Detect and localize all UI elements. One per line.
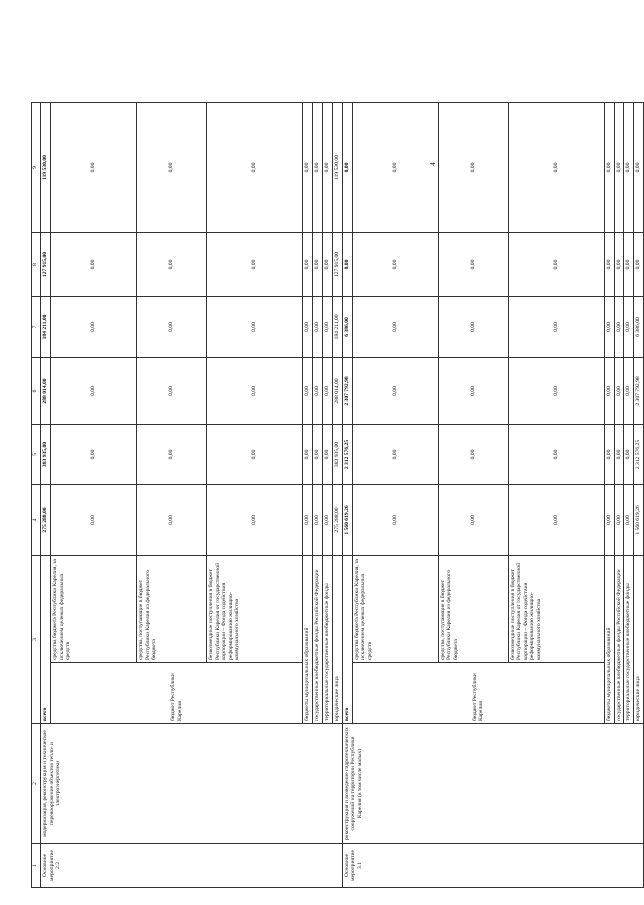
value-cell: 0,00 <box>508 357 604 424</box>
event-code: Основное мероприятие 3.1 <box>342 844 644 888</box>
value-cell: 383 935,00 <box>41 424 51 484</box>
value-cell: 0,00 <box>137 232 207 296</box>
value-cell: 0,00 <box>51 296 137 357</box>
event-code: Основное мероприятие 2.2 <box>41 844 343 888</box>
value-cell: 0,00 <box>624 102 634 232</box>
value-cell: 0,00 <box>624 357 634 424</box>
value-cell: 0,00 <box>508 102 604 232</box>
colnum-5: 5 <box>32 424 41 484</box>
colnum-4: 4 <box>32 484 41 555</box>
value-cell: 0,00 <box>614 102 624 232</box>
value-cell: 0,00 <box>624 424 634 484</box>
value-cell: 0,00 <box>207 232 303 296</box>
value-cell: 1 560 619,26 <box>634 484 644 555</box>
value-cell: 383 935,00 <box>332 424 342 484</box>
value-cell: 0,00 <box>303 296 313 357</box>
value-cell: 2 312 576,25 <box>342 424 352 484</box>
value-cell: 0,00 <box>342 102 352 232</box>
value-cell: 119 530,00 <box>41 102 51 232</box>
value-cell: 0,00 <box>614 296 624 357</box>
source-label: бюджет Республики Карелия <box>51 663 303 724</box>
value-cell: 0,00 <box>624 296 634 357</box>
value-cell: 0,00 <box>438 424 508 484</box>
value-cell: 0,00 <box>438 102 508 232</box>
source-sublabel: средства бюджета Республики Карелия, за исключением целевых федеральных средств <box>352 555 438 662</box>
value-cell: 0,00 <box>352 296 438 357</box>
colnum-2: 2 <box>32 724 41 844</box>
value-cell: 127 915,00 <box>332 232 342 296</box>
value-cell: 0,00 <box>352 357 438 424</box>
value-cell: 0,00 <box>313 296 323 357</box>
source-label: юридические лица <box>332 555 342 723</box>
value-cell: 0,00 <box>51 357 137 424</box>
value-cell: 275 288,00 <box>41 484 51 555</box>
value-cell: 0,00 <box>604 484 614 555</box>
value-cell: 0,00 <box>137 296 207 357</box>
source-label: всего <box>41 555 51 723</box>
value-cell: 275 288,00 <box>332 484 342 555</box>
value-cell: 0,00 <box>614 357 624 424</box>
value-cell: 0,00 <box>207 424 303 484</box>
value-cell: 0,00 <box>303 484 313 555</box>
value-cell: 0,00 <box>438 357 508 424</box>
value-cell: 0,00 <box>614 484 624 555</box>
value-cell: 0,00 <box>207 357 303 424</box>
value-cell: 0,00 <box>604 296 614 357</box>
colnum-3: 3 <box>32 555 41 723</box>
source-label: бюджеты муниципальных образований <box>303 555 313 723</box>
value-cell: 0,00 <box>634 102 644 232</box>
value-cell: 0,00 <box>313 232 323 296</box>
value-cell: 0,00 <box>303 232 313 296</box>
value-cell: 0,00 <box>624 232 634 296</box>
value-cell: 0,00 <box>313 424 323 484</box>
value-cell: 0,00 <box>322 296 332 357</box>
value-cell: 0,00 <box>604 232 614 296</box>
value-cell: 184 211,00 <box>332 296 342 357</box>
value-cell: 0,00 <box>303 357 313 424</box>
colnum-9: 9 <box>32 102 41 232</box>
source-label: государственные внебюджетные фонды Российской Федерации <box>614 555 624 723</box>
value-cell: 0,00 <box>207 484 303 555</box>
value-cell: 0,00 <box>322 357 332 424</box>
value-cell: 0,00 <box>207 102 303 232</box>
financing-table <box>31 102 644 888</box>
value-cell: 0,00 <box>634 232 644 296</box>
value-cell: 0,00 <box>303 102 313 232</box>
value-cell: 0,00 <box>508 296 604 357</box>
value-cell: 0,00 <box>508 424 604 484</box>
value-cell: 0,00 <box>438 484 508 555</box>
source-label: бюджеты муниципальных образований <box>604 555 614 723</box>
value-cell: 0,00 <box>614 424 624 484</box>
value-cell: 2 307 792,98 <box>342 357 352 424</box>
value-cell: 288 014,00 <box>41 357 51 424</box>
source-sublabel: безвозмездные поступления в бюджет Республики Карелия от государственной корпорации – Фонда содействия реформированию жилищно-коммунального хозяйства <box>207 555 303 662</box>
page-number: 4 <box>428 162 437 166</box>
value-cell: 6 386,00 <box>342 296 352 357</box>
value-cell: 0,00 <box>313 357 323 424</box>
value-cell: 0,00 <box>342 232 352 296</box>
value-cell: 0,00 <box>352 232 438 296</box>
value-cell: 0,00 <box>604 102 614 232</box>
value-cell: 0,00 <box>438 296 508 357</box>
value-cell: 0,00 <box>313 102 323 232</box>
value-cell: 0,00 <box>51 424 137 484</box>
value-cell: 0,00 <box>322 424 332 484</box>
colnum-8: 8 <box>32 232 41 296</box>
value-cell: 2 312 576,25 <box>634 424 644 484</box>
value-cell: 2 307 792,98 <box>634 357 644 424</box>
source-label: бюджет Республики Карелия <box>352 663 604 724</box>
event-title: реконструкция и возведение гидротехнических сооружений на территории Республики Карелия (в том числе малых) <box>342 724 644 844</box>
value-cell: 0,00 <box>322 102 332 232</box>
table-row <box>41 102 51 887</box>
source-label: юридические лица <box>634 555 644 723</box>
value-cell: 0,00 <box>352 424 438 484</box>
table-sheet <box>31 103 642 888</box>
value-cell: 288 014,00 <box>332 357 342 424</box>
value-cell: 127 915,00 <box>41 232 51 296</box>
value-cell: 0,00 <box>438 232 508 296</box>
source-label: территориальные государственные внебюджетные фонды <box>322 555 332 723</box>
value-cell: 0,00 <box>508 484 604 555</box>
source-label: всего <box>342 555 352 723</box>
source-sublabel: средства, поступающие в бюджет Республики Карелия из федерального бюджета <box>137 555 207 662</box>
colnum-6: 6 <box>32 357 41 424</box>
value-cell: 119 530,00 <box>332 102 342 232</box>
value-cell: 6 386,00 <box>634 296 644 357</box>
value-cell: 0,00 <box>624 484 634 555</box>
value-cell: 0,00 <box>322 484 332 555</box>
table-row <box>342 102 352 887</box>
value-cell: 0,00 <box>313 484 323 555</box>
value-cell: 0,00 <box>137 424 207 484</box>
value-cell: 0,00 <box>604 357 614 424</box>
value-cell: 0,00 <box>51 102 137 232</box>
value-cell: 0,00 <box>137 357 207 424</box>
value-cell: 0,00 <box>207 296 303 357</box>
rotated-table-wrapper <box>31 103 642 888</box>
value-cell: 0,00 <box>352 484 438 555</box>
value-cell: 0,00 <box>322 232 332 296</box>
event-title: модернизация, реконструкция и техническое перевооружение объектов тепло- и электроэнергетики <box>41 724 343 844</box>
value-cell: 0,00 <box>614 232 624 296</box>
colnum-7: 7 <box>32 296 41 357</box>
value-cell: 0,00 <box>303 424 313 484</box>
source-label: территориальные государственные внебюджетные фонды <box>624 555 634 723</box>
value-cell: 0,00 <box>51 232 137 296</box>
value-cell: 0,00 <box>604 424 614 484</box>
value-cell: 0,00 <box>352 102 438 232</box>
colnum-1: 1 <box>32 844 41 888</box>
column-numbers-row <box>32 102 41 887</box>
value-cell: 0,00 <box>137 484 207 555</box>
value-cell: 0,00 <box>51 484 137 555</box>
source-sublabel: средства, поступающие в бюджет Республики Карелия из федерального бюджета <box>438 555 508 662</box>
value-cell: 0,00 <box>508 232 604 296</box>
source-sublabel: безвозмездные поступления в бюджет Республики Карелия от государственной корпорации – Фонда содействия реформированию жилищно-коммунального хозяйства <box>508 555 604 662</box>
value-cell: 1 560 619,26 <box>342 484 352 555</box>
source-sublabel: средства бюджета Республики Карелия, за исключением целевых федеральных средств <box>51 555 137 662</box>
value-cell: 0,00 <box>137 102 207 232</box>
source-label: государственные внебюджетные фонды Российской Федерации <box>313 555 323 723</box>
value-cell: 184 211,00 <box>41 296 51 357</box>
